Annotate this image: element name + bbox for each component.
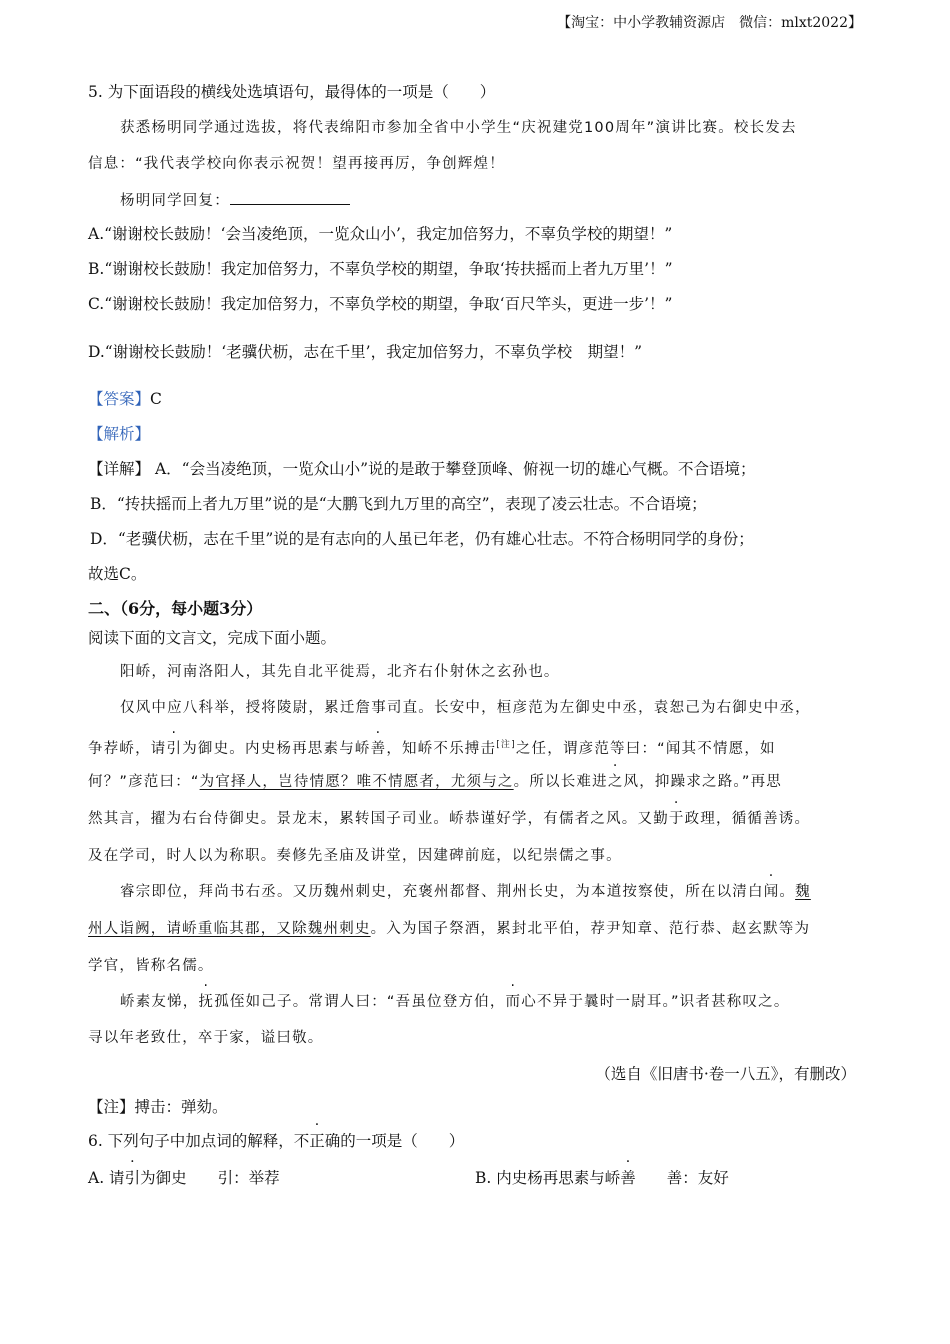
classical-p2-line1: 仅风中应八科举，授将陵尉，累迁詹事司直。长安中，桓彦范为左御史中丞，袁恕己为右御史中丞， bbox=[120, 700, 811, 716]
q6-option-b bbox=[475, 1168, 729, 1188]
text-run: 心不异于曩时一尉耳。”识者甚称叹之。 bbox=[521, 994, 790, 1010]
text-run: 6. 下列句子中加点词的解释， bbox=[88, 1132, 294, 1150]
detail-label: 【详解】 bbox=[88, 460, 151, 478]
q5-option-c: C.“谢谢校长鼓励！我定加倍努力，不辜负学校的期望，争取‘百尺竿头，更进一步’！” bbox=[88, 295, 673, 313]
q5-stem: 5. 为下面语段的横线处选填语句，最得体的一项是（ ） bbox=[88, 83, 496, 101]
q5-passage-line1: 获悉杨明同学通过选拔，将代表绵阳市参加全省中小学生“庆祝建党100周年”演讲比赛。校长发去 bbox=[120, 120, 797, 136]
analysis-label: 【解析】 bbox=[88, 425, 151, 443]
answer-line bbox=[88, 389, 162, 409]
text-run: ，知峤不乐搏击 bbox=[386, 740, 497, 757]
text-run: 峤素友悌， bbox=[120, 994, 199, 1010]
text-run: 之任，谓彦范等曰：“闻其不情愿，如 bbox=[515, 740, 776, 757]
detail-a-text: A．“会当凌绝顶，一览众山小”说的是敢于攀登顶峰、俯视一切的雄心气概。不合语境； bbox=[154, 460, 756, 478]
section-title: 二、（6分，每小题3分） bbox=[88, 599, 263, 618]
detail-conclusion: 故选C。 bbox=[88, 565, 147, 583]
text-run: 风，抑躁求之路。”再思 bbox=[623, 774, 782, 790]
note-marker: [注] bbox=[496, 740, 516, 750]
classical-p2-line4 bbox=[88, 809, 810, 829]
text-run: 然其言，擢为右台侍御史。景龙末，累转国子司业。峤恭谨好学，有儒者之风。又勤 bbox=[88, 811, 669, 827]
text-run: 。所以长难进 bbox=[513, 774, 608, 790]
text-run: 为御史 引：举荐 bbox=[140, 1169, 280, 1187]
text-run: 为御史。内史杨再思素与峤 bbox=[182, 740, 371, 757]
underlined-sentence: 魏 bbox=[795, 884, 811, 900]
dotted-char: 引 bbox=[166, 740, 183, 757]
section-instruction: 阅读下面的文言文，完成下面小题。 bbox=[88, 629, 337, 647]
text-run: 的一项是（ ） bbox=[340, 1132, 465, 1150]
classical-p1: 阳峤，河南洛阳人，其先自北平徙焉，北齐右仆射休之玄孙也。 bbox=[120, 664, 560, 680]
dotted-char: 于 bbox=[668, 811, 685, 827]
text-run: 。 bbox=[779, 884, 796, 900]
detail-line-d: D．“老骥伏枥，志在千里”说的是有志向的人虽已年老，仍有雄心壮志。不符合杨明同学的身份； bbox=[90, 530, 754, 548]
q6-stem bbox=[88, 1131, 464, 1151]
answer-value: C bbox=[150, 390, 162, 408]
classical-p3-line1 bbox=[120, 882, 811, 902]
detail-line-b: B．“抟扶摇而上者九万里”说的是“大鹏飞到九万里的高空”，表现了凌云壮志。不合语境； bbox=[90, 495, 707, 513]
classical-p4-line2: 寻以年老致仕，卒于家，谥曰敬。 bbox=[88, 1030, 324, 1046]
text-run: 政理，循循善诱。 bbox=[684, 811, 811, 827]
underlined-sentence: 州人诣阙，请峤重临其郡，又除魏州刺史 bbox=[88, 921, 371, 937]
classical-p2-line2 bbox=[88, 735, 776, 759]
q5-option-d: D.“谢谢校长鼓励！‘老骥伏枥，志在千里’，我定加倍努力，不辜负学校 期望！” bbox=[88, 343, 643, 361]
q5-reply-line bbox=[120, 190, 350, 211]
text-run: 孤侄如己子。常谓人曰：“吾虽位登方伯， bbox=[214, 994, 506, 1010]
answer-label: 【答案】 bbox=[88, 390, 151, 408]
dotted-char: 抚 bbox=[198, 994, 215, 1010]
underlined-sentence: 为官择人，岂待情愿？唯不情愿者，尤须与之 bbox=[199, 774, 514, 790]
text-run: B. 内史杨再思素与峤 bbox=[475, 1169, 621, 1187]
answer-blank bbox=[230, 190, 350, 205]
dotted-char: 善 bbox=[620, 1169, 636, 1187]
text-run: 何？”彦范曰：“ bbox=[88, 774, 200, 790]
text-run: 善：友好 bbox=[635, 1169, 729, 1187]
q5-reply-label: 杨明同学回复： bbox=[120, 193, 230, 209]
source-citation: （选自《旧唐书·卷一八五》，有删改） bbox=[595, 1065, 856, 1083]
dotted-char: 不正确 bbox=[293, 1132, 341, 1150]
text-run: A. 请 bbox=[88, 1169, 125, 1187]
dotted-char: 而 bbox=[505, 994, 522, 1010]
text-run: 争荐峤，请 bbox=[88, 740, 167, 757]
text-run: 睿宗即位，拜尚书右丞。又历魏州刺史，充褒州都督、荆州长史，为本道按察使，所在以清白 bbox=[120, 884, 764, 900]
q6-option-a bbox=[88, 1168, 280, 1188]
dotted-char: 引 bbox=[124, 1169, 141, 1187]
classical-p3-line2 bbox=[88, 919, 810, 939]
q5-passage-line2: 信息：“我代表学校向你表示祝贺！望再接再厉，争创辉煌！ bbox=[88, 156, 505, 172]
classical-p2-line3 bbox=[88, 772, 782, 792]
classical-p4-line1 bbox=[120, 992, 790, 1012]
page-header: 【淘宝：中小学教辅资源店 微信：mlxt2022】 bbox=[557, 15, 862, 31]
q5-option-b: B.“谢谢校长鼓励！我定加倍努力，不辜负学校的期望，争取‘抟扶摇而上者九万里’！” bbox=[88, 260, 673, 278]
text-run: 。入为国子祭酒，累封北平伯，荐尹知章、范行恭、赵玄默等为 bbox=[370, 921, 811, 937]
dotted-char: 闻 bbox=[763, 884, 780, 900]
annotation-note: 【注】搏击：弹劾。 bbox=[88, 1098, 228, 1116]
classical-p3-line3: 学官，皆称名儒。 bbox=[88, 958, 214, 974]
dotted-char: 之 bbox=[607, 774, 624, 790]
classical-p2-line5: 及在学司，时人以为称职。奏修先圣庙及讲堂，因建碑前庭，以纪崇儒之事。 bbox=[88, 848, 622, 864]
detail-line-a bbox=[88, 459, 756, 479]
dotted-char: 善 bbox=[370, 740, 387, 757]
q5-option-a: A.“谢谢校长鼓励！‘会当凌绝顶，一览众山小’，我定加倍努力，不辜负学校的期望！” bbox=[88, 225, 673, 243]
